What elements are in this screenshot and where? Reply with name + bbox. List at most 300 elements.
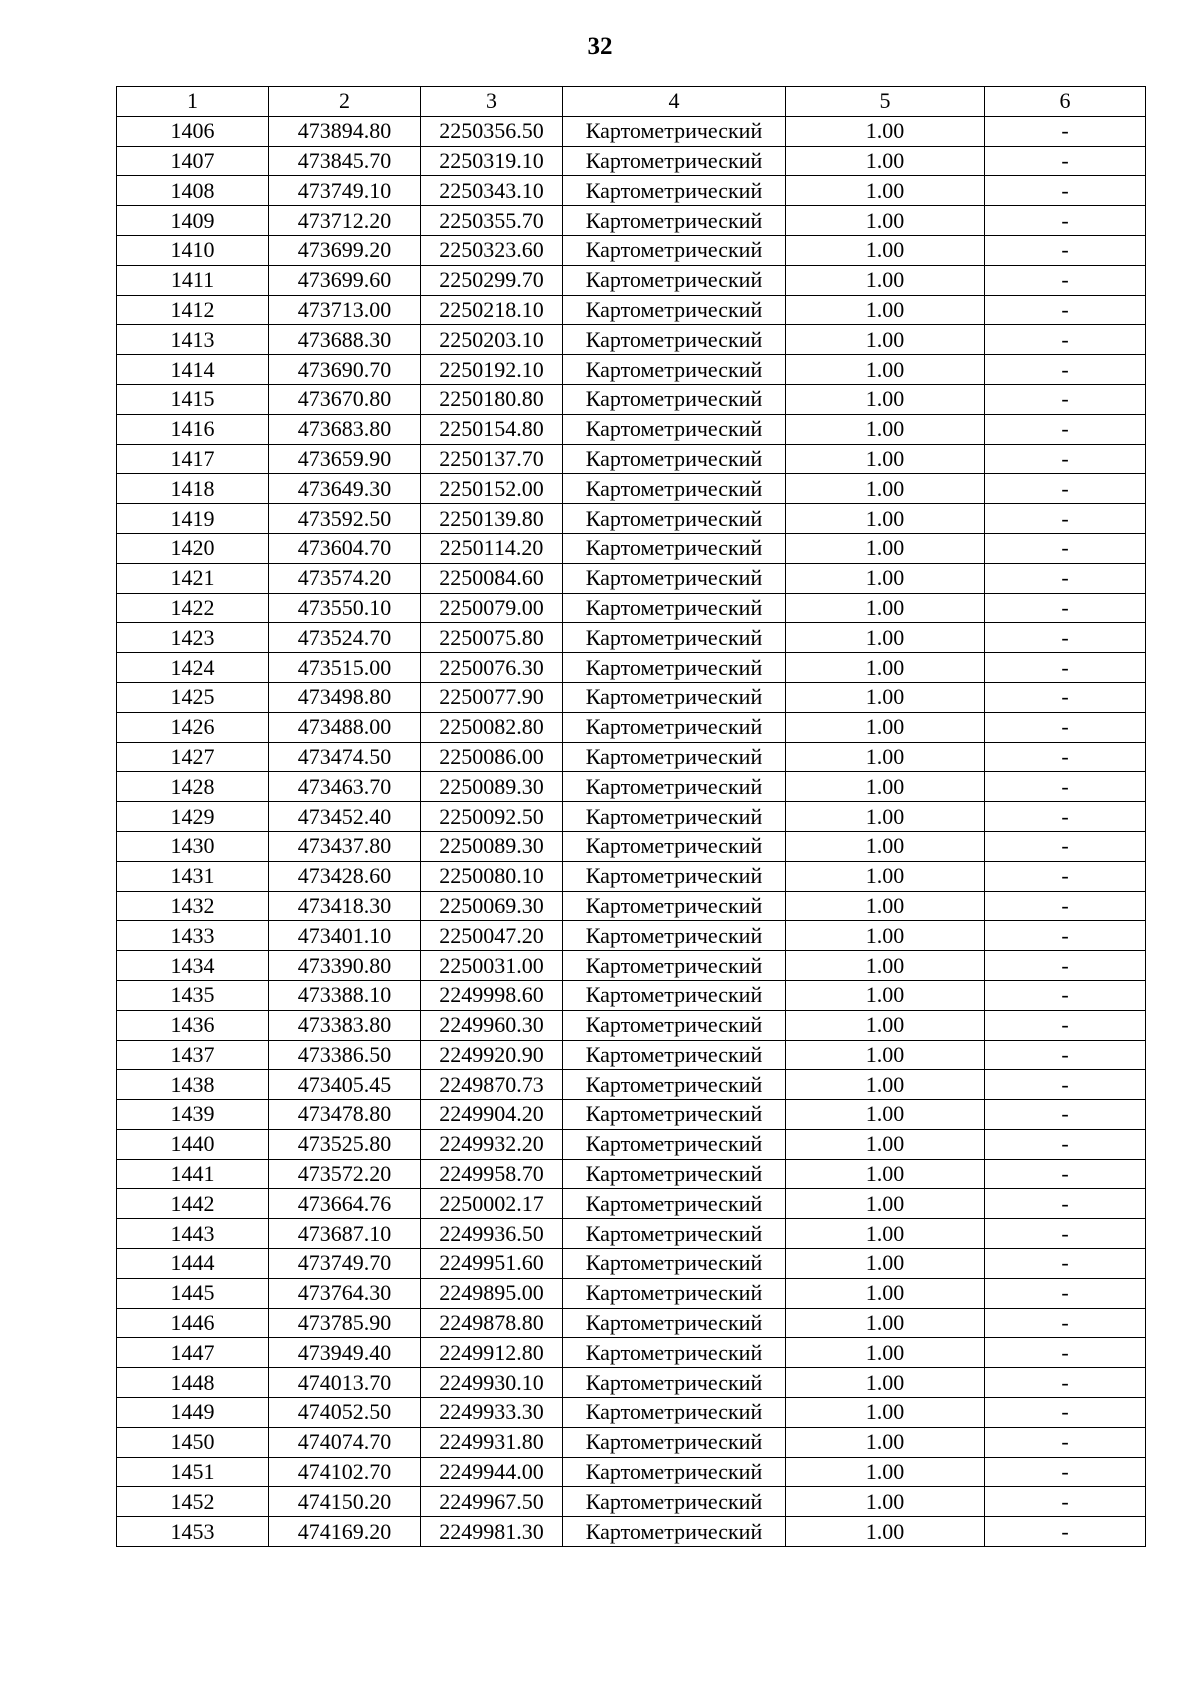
accuracy-cell: 1.00 — [786, 802, 985, 832]
method-cell: Картометрический — [563, 206, 786, 236]
y-coordinate-cell: 2250114.20 — [421, 533, 563, 563]
method-cell: Картометрический — [563, 831, 786, 861]
point-number-cell: 1437 — [117, 1040, 269, 1070]
y-coordinate-cell: 2250139.80 — [421, 504, 563, 534]
y-coordinate-cell: 2249960.30 — [421, 1010, 563, 1040]
y-coordinate-cell: 2249936.50 — [421, 1219, 563, 1249]
note-cell: - — [985, 802, 1146, 832]
accuracy-cell: 1.00 — [786, 623, 985, 653]
method-cell: Картометрический — [563, 1427, 786, 1457]
x-coordinate-cell: 473383.80 — [269, 1010, 421, 1040]
table-row — [117, 1189, 1146, 1219]
note-cell: - — [985, 1040, 1146, 1070]
accuracy-cell: 1.00 — [786, 563, 985, 593]
x-coordinate-cell: 473498.80 — [269, 682, 421, 712]
y-coordinate-cell: 2249904.20 — [421, 1100, 563, 1130]
table-body — [117, 116, 1146, 1546]
note-cell: - — [985, 474, 1146, 504]
point-number-cell: 1407 — [117, 146, 269, 176]
note-cell: - — [985, 951, 1146, 981]
accuracy-cell: 1.00 — [786, 712, 985, 742]
y-coordinate-cell: 2250092.50 — [421, 802, 563, 832]
accuracy-cell: 1.00 — [786, 1070, 985, 1100]
x-coordinate-cell: 473437.80 — [269, 831, 421, 861]
y-coordinate-cell: 2250080.10 — [421, 861, 563, 891]
note-cell: - — [985, 1189, 1146, 1219]
x-coordinate-cell: 473649.30 — [269, 474, 421, 504]
y-coordinate-cell: 2249920.90 — [421, 1040, 563, 1070]
point-number-cell: 1441 — [117, 1159, 269, 1189]
x-coordinate-cell: 473550.10 — [269, 593, 421, 623]
accuracy-cell: 1.00 — [786, 1338, 985, 1368]
x-coordinate-cell: 474074.70 — [269, 1427, 421, 1457]
table-row — [117, 1129, 1146, 1159]
y-coordinate-cell: 2250154.80 — [421, 414, 563, 444]
x-coordinate-cell: 473670.80 — [269, 384, 421, 414]
method-cell: Картометрический — [563, 1487, 786, 1517]
x-coordinate-cell: 473712.20 — [269, 206, 421, 236]
note-cell: - — [985, 504, 1146, 534]
note-cell: - — [985, 1129, 1146, 1159]
note-cell: - — [985, 116, 1146, 146]
x-coordinate-cell: 473525.80 — [269, 1129, 421, 1159]
accuracy-cell: 1.00 — [786, 891, 985, 921]
point-number-cell: 1450 — [117, 1427, 269, 1457]
table-row — [117, 355, 1146, 385]
method-cell: Картометрический — [563, 1040, 786, 1070]
method-cell: Картометрический — [563, 802, 786, 832]
accuracy-cell: 1.00 — [786, 533, 985, 563]
method-cell: Картометрический — [563, 1129, 786, 1159]
note-cell: - — [985, 1427, 1146, 1457]
point-number-cell: 1444 — [117, 1249, 269, 1279]
x-coordinate-cell: 473688.30 — [269, 325, 421, 355]
method-cell: Картометрический — [563, 1457, 786, 1487]
method-cell: Картометрический — [563, 533, 786, 563]
x-coordinate-cell: 474013.70 — [269, 1368, 421, 1398]
y-coordinate-cell: 2250075.80 — [421, 623, 563, 653]
table-row — [117, 1249, 1146, 1279]
table-row — [117, 1368, 1146, 1398]
point-number-cell: 1411 — [117, 265, 269, 295]
table-row — [117, 772, 1146, 802]
accuracy-cell: 1.00 — [786, 1278, 985, 1308]
method-cell: Картометрический — [563, 951, 786, 981]
note-cell: - — [985, 384, 1146, 414]
x-coordinate-cell: 473572.20 — [269, 1159, 421, 1189]
table-row — [117, 116, 1146, 146]
x-coordinate-cell: 473845.70 — [269, 146, 421, 176]
point-number-cell: 1419 — [117, 504, 269, 534]
point-number-cell: 1452 — [117, 1487, 269, 1517]
note-cell: - — [985, 653, 1146, 683]
table-row — [117, 980, 1146, 1010]
x-coordinate-cell: 473428.60 — [269, 861, 421, 891]
note-cell: - — [985, 1517, 1146, 1547]
accuracy-cell: 1.00 — [786, 593, 985, 623]
point-number-cell: 1423 — [117, 623, 269, 653]
point-number-cell: 1406 — [117, 116, 269, 146]
accuracy-cell: 1.00 — [786, 1308, 985, 1338]
y-coordinate-cell: 2249998.60 — [421, 980, 563, 1010]
note-cell: - — [985, 623, 1146, 653]
point-number-cell: 1442 — [117, 1189, 269, 1219]
note-cell: - — [985, 1070, 1146, 1100]
point-number-cell: 1409 — [117, 206, 269, 236]
y-coordinate-cell: 2250084.60 — [421, 563, 563, 593]
x-coordinate-cell: 473474.50 — [269, 742, 421, 772]
point-number-cell: 1422 — [117, 593, 269, 623]
x-coordinate-cell: 473386.50 — [269, 1040, 421, 1070]
accuracy-cell: 1.00 — [786, 265, 985, 295]
x-coordinate-cell: 473418.30 — [269, 891, 421, 921]
accuracy-cell: 1.00 — [786, 1249, 985, 1279]
y-coordinate-cell: 2250203.10 — [421, 325, 563, 355]
method-cell: Картометрический — [563, 1517, 786, 1547]
x-coordinate-cell: 473713.00 — [269, 295, 421, 325]
accuracy-cell: 1.00 — [786, 414, 985, 444]
method-cell: Картометрический — [563, 1308, 786, 1338]
method-cell: Картометрический — [563, 653, 786, 683]
method-cell: Картометрический — [563, 921, 786, 951]
point-number-cell: 1424 — [117, 653, 269, 683]
method-cell: Картометрический — [563, 1100, 786, 1130]
header-row — [117, 87, 1146, 117]
point-number-cell: 1416 — [117, 414, 269, 444]
y-coordinate-cell: 2250299.70 — [421, 265, 563, 295]
header-cell-3: 3 — [421, 87, 563, 117]
table-row — [117, 504, 1146, 534]
accuracy-cell: 1.00 — [786, 1517, 985, 1547]
table-row — [117, 712, 1146, 742]
accuracy-cell: 1.00 — [786, 235, 985, 265]
point-number-cell: 1435 — [117, 980, 269, 1010]
y-coordinate-cell: 2250218.10 — [421, 295, 563, 325]
coordinates-table — [116, 86, 1146, 1547]
y-coordinate-cell: 2250086.00 — [421, 742, 563, 772]
accuracy-cell: 1.00 — [786, 1159, 985, 1189]
point-number-cell: 1436 — [117, 1010, 269, 1040]
note-cell: - — [985, 1278, 1146, 1308]
accuracy-cell: 1.00 — [786, 295, 985, 325]
x-coordinate-cell: 473699.20 — [269, 235, 421, 265]
point-number-cell: 1429 — [117, 802, 269, 832]
accuracy-cell: 1.00 — [786, 1427, 985, 1457]
x-coordinate-cell: 473749.10 — [269, 176, 421, 206]
accuracy-cell: 1.00 — [786, 206, 985, 236]
y-coordinate-cell: 2250192.10 — [421, 355, 563, 385]
note-cell: - — [985, 563, 1146, 593]
y-coordinate-cell: 2249933.30 — [421, 1398, 563, 1428]
point-number-cell: 1412 — [117, 295, 269, 325]
y-coordinate-cell: 2250031.00 — [421, 951, 563, 981]
point-number-cell: 1434 — [117, 951, 269, 981]
note-cell: - — [985, 1159, 1146, 1189]
table-row — [117, 563, 1146, 593]
note-cell: - — [985, 146, 1146, 176]
accuracy-cell: 1.00 — [786, 116, 985, 146]
method-cell: Картометрический — [563, 325, 786, 355]
point-number-cell: 1427 — [117, 742, 269, 772]
note-cell: - — [985, 1487, 1146, 1517]
table-row — [117, 1457, 1146, 1487]
y-coordinate-cell: 2250069.30 — [421, 891, 563, 921]
note-cell: - — [985, 414, 1146, 444]
method-cell: Картометрический — [563, 235, 786, 265]
point-number-cell: 1417 — [117, 444, 269, 474]
y-coordinate-cell: 2250089.30 — [421, 831, 563, 861]
point-number-cell: 1439 — [117, 1100, 269, 1130]
header-cell-6: 6 — [985, 87, 1146, 117]
point-number-cell: 1418 — [117, 474, 269, 504]
y-coordinate-cell: 2249951.60 — [421, 1249, 563, 1279]
x-coordinate-cell: 473659.90 — [269, 444, 421, 474]
table-row — [117, 1010, 1146, 1040]
method-cell: Картометрический — [563, 295, 786, 325]
method-cell: Картометрический — [563, 742, 786, 772]
table-row — [117, 802, 1146, 832]
note-cell: - — [985, 1308, 1146, 1338]
y-coordinate-cell: 2249981.30 — [421, 1517, 563, 1547]
y-coordinate-cell: 2249944.00 — [421, 1457, 563, 1487]
point-number-cell: 1433 — [117, 921, 269, 951]
table-row — [117, 861, 1146, 891]
accuracy-cell: 1.00 — [786, 176, 985, 206]
x-coordinate-cell: 473699.60 — [269, 265, 421, 295]
note-cell: - — [985, 1398, 1146, 1428]
table-row — [117, 1040, 1146, 1070]
note-cell: - — [985, 533, 1146, 563]
table-row — [117, 951, 1146, 981]
accuracy-cell: 1.00 — [786, 1457, 985, 1487]
method-cell: Картометрический — [563, 861, 786, 891]
note-cell: - — [985, 1249, 1146, 1279]
method-cell: Картометрический — [563, 1249, 786, 1279]
method-cell: Картометрический — [563, 1368, 786, 1398]
note-cell: - — [985, 712, 1146, 742]
point-number-cell: 1428 — [117, 772, 269, 802]
y-coordinate-cell: 2250079.00 — [421, 593, 563, 623]
y-coordinate-cell: 2250319.10 — [421, 146, 563, 176]
method-cell: Картометрический — [563, 384, 786, 414]
accuracy-cell: 1.00 — [786, 1219, 985, 1249]
x-coordinate-cell: 473949.40 — [269, 1338, 421, 1368]
table-row — [117, 891, 1146, 921]
method-cell: Картометрический — [563, 1219, 786, 1249]
x-coordinate-cell: 473687.10 — [269, 1219, 421, 1249]
method-cell: Картометрический — [563, 1278, 786, 1308]
y-coordinate-cell: 2250180.80 — [421, 384, 563, 414]
point-number-cell: 1449 — [117, 1398, 269, 1428]
point-number-cell: 1453 — [117, 1517, 269, 1547]
table-row — [117, 623, 1146, 653]
y-coordinate-cell: 2249895.00 — [421, 1278, 563, 1308]
table-row — [117, 414, 1146, 444]
y-coordinate-cell: 2249878.80 — [421, 1308, 563, 1338]
point-number-cell: 1410 — [117, 235, 269, 265]
method-cell: Картометрический — [563, 414, 786, 444]
table-row — [117, 176, 1146, 206]
point-number-cell: 1446 — [117, 1308, 269, 1338]
accuracy-cell: 1.00 — [786, 1040, 985, 1070]
point-number-cell: 1447 — [117, 1338, 269, 1368]
table-row — [117, 1308, 1146, 1338]
accuracy-cell: 1.00 — [786, 504, 985, 534]
note-cell: - — [985, 325, 1146, 355]
x-coordinate-cell: 473690.70 — [269, 355, 421, 385]
note-cell: - — [985, 891, 1146, 921]
point-number-cell: 1420 — [117, 533, 269, 563]
y-coordinate-cell: 2250152.00 — [421, 474, 563, 504]
note-cell: - — [985, 1368, 1146, 1398]
method-cell: Картометрический — [563, 1159, 786, 1189]
x-coordinate-cell: 473401.10 — [269, 921, 421, 951]
method-cell: Картометрический — [563, 1189, 786, 1219]
note-cell: - — [985, 355, 1146, 385]
accuracy-cell: 1.00 — [786, 146, 985, 176]
x-coordinate-cell: 473604.70 — [269, 533, 421, 563]
accuracy-cell: 1.00 — [786, 1010, 985, 1040]
point-number-cell: 1430 — [117, 831, 269, 861]
point-number-cell: 1443 — [117, 1219, 269, 1249]
table-row — [117, 325, 1146, 355]
accuracy-cell: 1.00 — [786, 384, 985, 414]
accuracy-cell: 1.00 — [786, 921, 985, 951]
method-cell: Картометрический — [563, 980, 786, 1010]
header-cell-2: 2 — [269, 87, 421, 117]
note-cell: - — [985, 206, 1146, 236]
y-coordinate-cell: 2249958.70 — [421, 1159, 563, 1189]
point-number-cell: 1440 — [117, 1129, 269, 1159]
note-cell: - — [985, 1100, 1146, 1130]
accuracy-cell: 1.00 — [786, 444, 985, 474]
x-coordinate-cell: 473524.70 — [269, 623, 421, 653]
table-row — [117, 1070, 1146, 1100]
method-cell: Картометрический — [563, 1070, 786, 1100]
table-row — [117, 1487, 1146, 1517]
method-cell: Картометрический — [563, 474, 786, 504]
y-coordinate-cell: 2250077.90 — [421, 682, 563, 712]
header-cell-1: 1 — [117, 87, 269, 117]
table-row — [117, 265, 1146, 295]
y-coordinate-cell: 2249932.20 — [421, 1129, 563, 1159]
method-cell: Картометрический — [563, 1338, 786, 1368]
accuracy-cell: 1.00 — [786, 1398, 985, 1428]
method-cell: Картометрический — [563, 265, 786, 295]
accuracy-cell: 1.00 — [786, 742, 985, 772]
table-row — [117, 1398, 1146, 1428]
table-row — [117, 1278, 1146, 1308]
accuracy-cell: 1.00 — [786, 951, 985, 981]
method-cell: Картометрический — [563, 116, 786, 146]
note-cell: - — [985, 265, 1146, 295]
note-cell: - — [985, 176, 1146, 206]
x-coordinate-cell: 473488.00 — [269, 712, 421, 742]
method-cell: Картометрический — [563, 504, 786, 534]
x-coordinate-cell: 474169.20 — [269, 1517, 421, 1547]
header-cell-5: 5 — [786, 87, 985, 117]
accuracy-cell: 1.00 — [786, 1100, 985, 1130]
point-number-cell: 1425 — [117, 682, 269, 712]
accuracy-cell: 1.00 — [786, 653, 985, 683]
x-coordinate-cell: 473515.00 — [269, 653, 421, 683]
table-row — [117, 235, 1146, 265]
table-row — [117, 1427, 1146, 1457]
note-cell: - — [985, 861, 1146, 891]
y-coordinate-cell: 2250076.30 — [421, 653, 563, 683]
table-row — [117, 742, 1146, 772]
point-number-cell: 1426 — [117, 712, 269, 742]
note-cell: - — [985, 682, 1146, 712]
y-coordinate-cell: 2249930.10 — [421, 1368, 563, 1398]
table-row — [117, 1219, 1146, 1249]
table-header — [117, 87, 1146, 117]
note-cell: - — [985, 593, 1146, 623]
y-coordinate-cell: 2250323.60 — [421, 235, 563, 265]
y-coordinate-cell: 2250082.80 — [421, 712, 563, 742]
point-number-cell: 1414 — [117, 355, 269, 385]
y-coordinate-cell: 2250137.70 — [421, 444, 563, 474]
header-cell-4: 4 — [563, 87, 786, 117]
note-cell: - — [985, 921, 1146, 951]
method-cell: Картометрический — [563, 682, 786, 712]
y-coordinate-cell: 2249912.80 — [421, 1338, 563, 1368]
x-coordinate-cell: 473764.30 — [269, 1278, 421, 1308]
note-cell: - — [985, 1457, 1146, 1487]
table-row — [117, 1159, 1146, 1189]
accuracy-cell: 1.00 — [786, 772, 985, 802]
x-coordinate-cell: 473683.80 — [269, 414, 421, 444]
method-cell: Картометрический — [563, 712, 786, 742]
note-cell: - — [985, 831, 1146, 861]
y-coordinate-cell: 2250089.30 — [421, 772, 563, 802]
x-coordinate-cell: 473463.70 — [269, 772, 421, 802]
point-number-cell: 1408 — [117, 176, 269, 206]
x-coordinate-cell: 473592.50 — [269, 504, 421, 534]
table-row — [117, 474, 1146, 504]
table-row — [117, 295, 1146, 325]
point-number-cell: 1421 — [117, 563, 269, 593]
table-row — [117, 444, 1146, 474]
table-row — [117, 384, 1146, 414]
x-coordinate-cell: 473388.10 — [269, 980, 421, 1010]
x-coordinate-cell: 473405.45 — [269, 1070, 421, 1100]
accuracy-cell: 1.00 — [786, 1189, 985, 1219]
accuracy-cell: 1.00 — [786, 1487, 985, 1517]
note-cell: - — [985, 1010, 1146, 1040]
note-cell: - — [985, 235, 1146, 265]
y-coordinate-cell: 2249870.73 — [421, 1070, 563, 1100]
accuracy-cell: 1.00 — [786, 355, 985, 385]
accuracy-cell: 1.00 — [786, 325, 985, 355]
method-cell: Картометрический — [563, 1398, 786, 1428]
point-number-cell: 1432 — [117, 891, 269, 921]
table-row — [117, 593, 1146, 623]
method-cell: Картометрический — [563, 772, 786, 802]
method-cell: Картометрический — [563, 593, 786, 623]
table-row — [117, 653, 1146, 683]
x-coordinate-cell: 474102.70 — [269, 1457, 421, 1487]
table-row — [117, 1338, 1146, 1368]
accuracy-cell: 1.00 — [786, 474, 985, 504]
x-coordinate-cell: 474052.50 — [269, 1398, 421, 1428]
note-cell: - — [985, 1219, 1146, 1249]
method-cell: Картометрический — [563, 891, 786, 921]
point-number-cell: 1438 — [117, 1070, 269, 1100]
point-number-cell: 1448 — [117, 1368, 269, 1398]
accuracy-cell: 1.00 — [786, 831, 985, 861]
point-number-cell: 1431 — [117, 861, 269, 891]
